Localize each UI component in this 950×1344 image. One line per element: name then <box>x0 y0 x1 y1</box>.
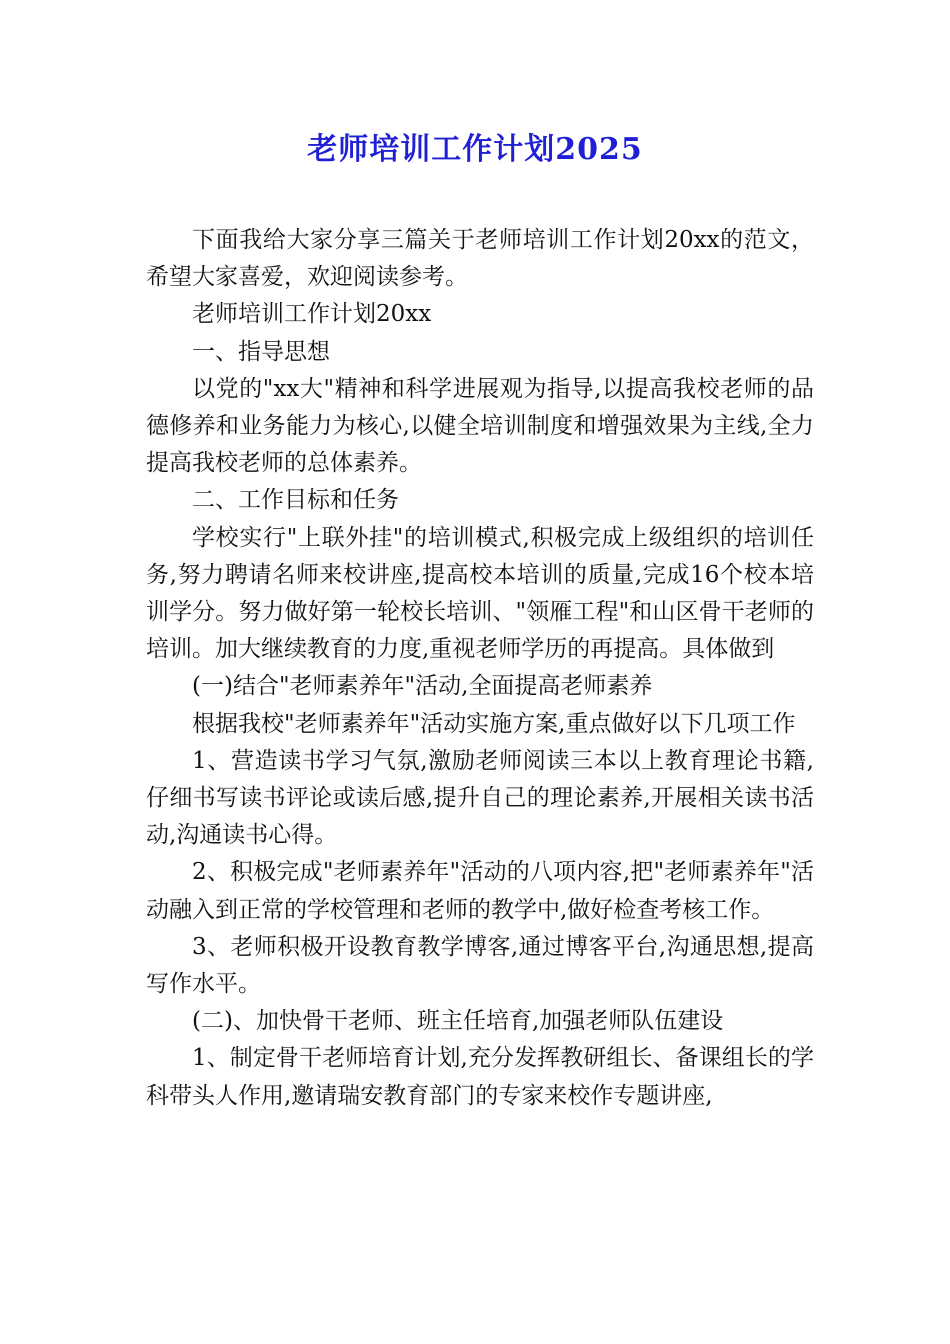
section-heading-guiding-ideology: 一、指导思想 <box>192 338 330 365</box>
paragraph-subsection-1: 根据我校"老师素养年"活动实施方案,重点做好以下几项工作 <box>192 710 796 737</box>
paragraph-goals-tasks: 学校实行"上联外挂"的培训模式,积极完成上级组织的培训任务,努力聘请名师来校讲座,提高校本培训的质量,完成16个校本培训学分。努力做好第一轮校长培训、"领雁工程"和山区骨干老师的培训。加大继续教育的力度,重视老师学历的再提高。具体做到 <box>146 524 814 663</box>
document-body <box>146 222 814 1115</box>
subsection-heading-1: (一)结合"老师素养年"活动,全面提高老师素养 <box>192 673 653 700</box>
list-item-1: 1、营造读书学习气氛,激励老师阅读三本以上教育理论书籍,仔细书写读书评论或读后感,提升自己的理论素养,开展相关读书活动,沟通读书心得。 <box>146 747 814 849</box>
list-item-3: 3、老师积极开设教育教学博客,通过博客平台,沟通思想,提高写作水平。 <box>146 933 814 998</box>
paragraph-plan-heading: 老师培训工作计划20xx <box>192 301 432 328</box>
subsection-heading-2: (二)、加快骨干老师、班主任培育,加强老师队伍建设 <box>192 1008 724 1035</box>
list-item-2: 2、积极完成"老师素养年"活动的八项内容,把"老师素养年"活动融入到正常的学校管理和老师的教学中,做好检查考核工作。 <box>146 859 814 923</box>
list-item-4: 1、制定骨干老师培育计划,充分发挥教研组长、备课组长的学科带头人作用,邀请瑞安教育部门的专家来校作专题讲座, <box>146 1045 814 1109</box>
section-heading-goals-tasks: 二、工作目标和任务 <box>192 487 399 514</box>
paragraph-guiding-ideology: 以党的"xx大"精神和科学进展观为指导,以提高我校老师的品德修养和业务能力为核心,以健全培训制度和增强效果为主线,全力提高我校老师的总体素养。 <box>146 375 814 477</box>
document-title: 老师培训工作计划2025 <box>307 132 643 167</box>
paragraph-intro: 下面我给大家分享三篇关于老师培训工作计划20xx的范文，希望大家喜爱，欢迎阅读参考。 <box>146 227 814 291</box>
